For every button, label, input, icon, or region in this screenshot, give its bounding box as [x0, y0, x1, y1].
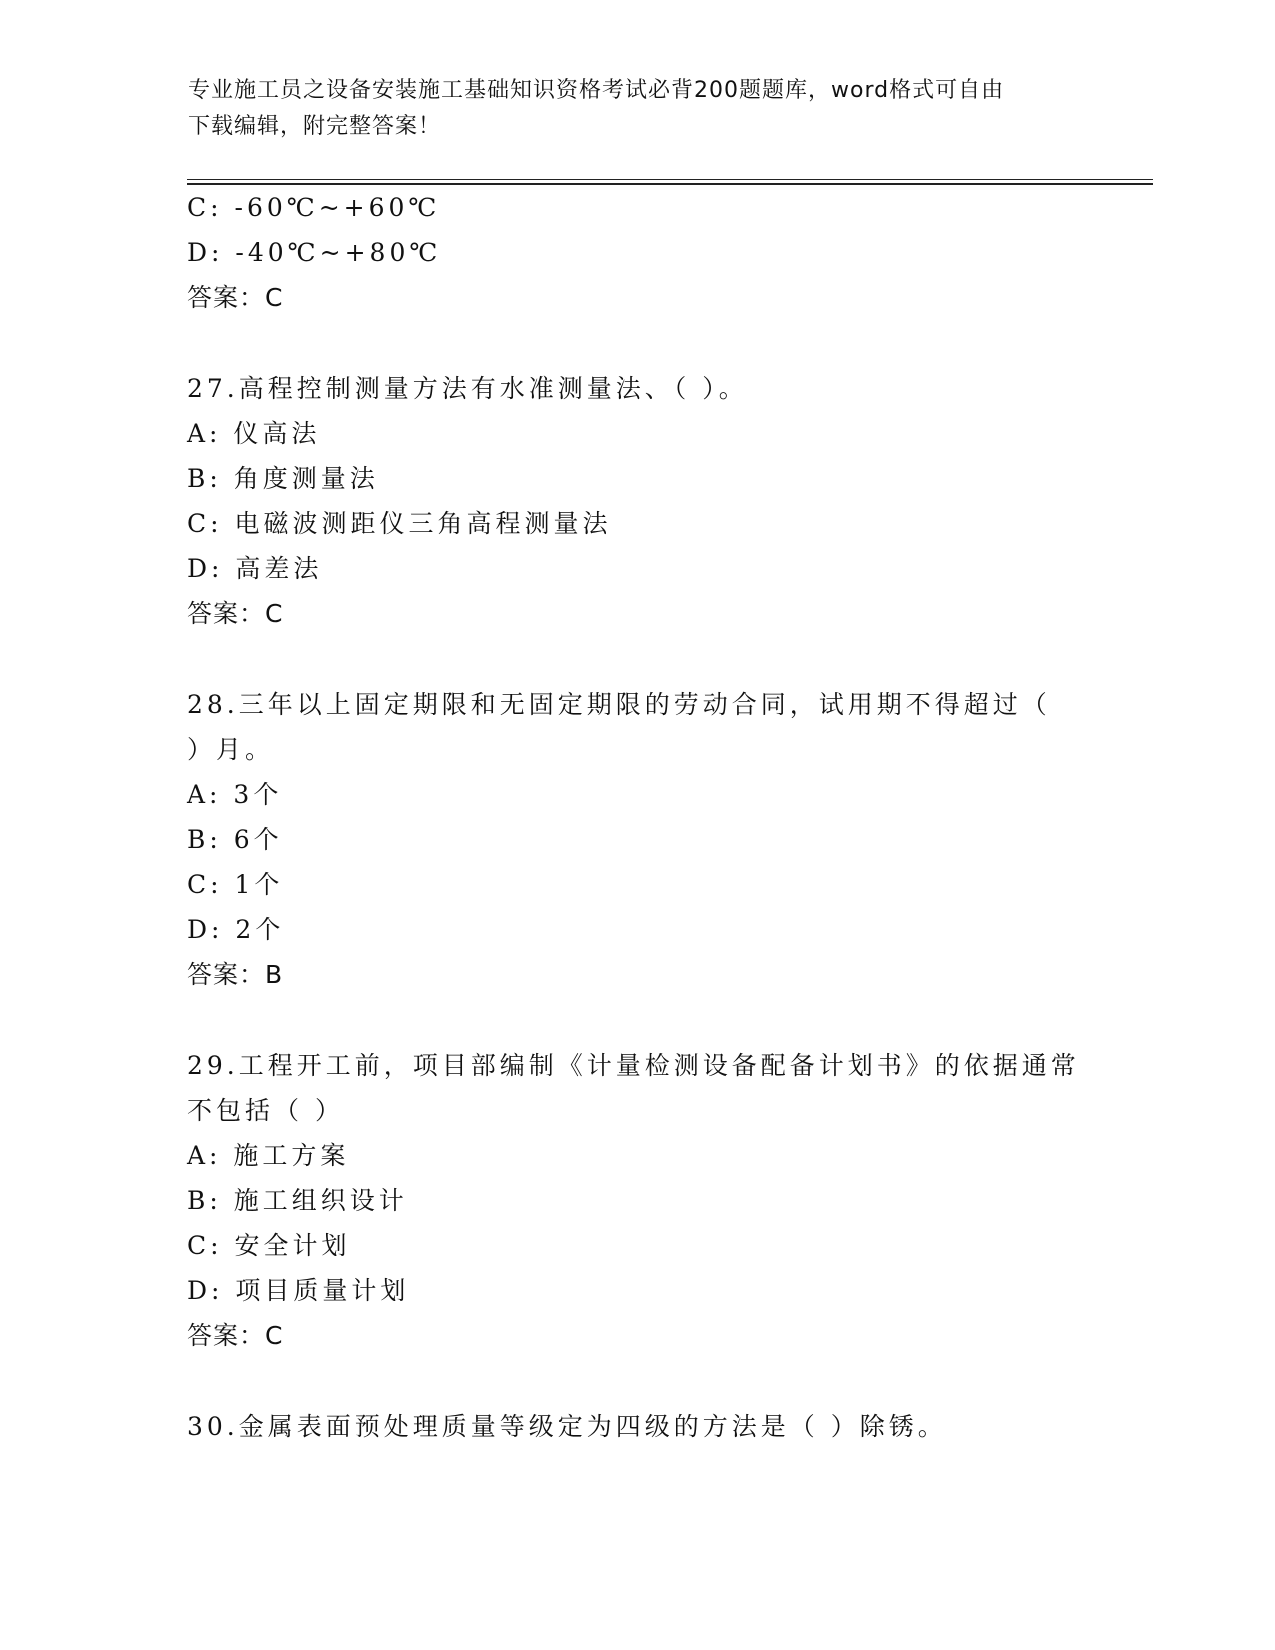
q29-answer: 答案：C	[187, 1321, 284, 1350]
q29-option-c: C: 安全计划	[187, 1231, 351, 1260]
header-divider-thick	[187, 183, 1153, 185]
q27-option-b: B: 角度测量法	[187, 464, 379, 493]
q30-stem: 30.金属表面预处理质量等级定为四级的方法是（ ）除锈。	[187, 1412, 947, 1441]
q29-stem-line-2: 不包括（ ）	[187, 1096, 344, 1125]
q28-option-b: B: 6个	[187, 825, 283, 854]
q29-option-d: D: 项目质量计划	[187, 1276, 410, 1305]
q28-option-a: A: 3个	[187, 780, 283, 809]
q29-option-a: A: 施工方案	[187, 1141, 350, 1170]
header-line-2: 下载编辑，附完整答案！	[188, 114, 442, 139]
header-line-1: 专业施工员之设备安装施工基础知识资格考试必背200题题库，word格式可自由	[188, 78, 1005, 103]
q28-option-c: C: 1个	[187, 870, 284, 899]
q28-stem-line-1: 28.三年以上固定期限和无固定期限的劳动合同，试用期不得超过（	[187, 690, 1051, 719]
q26-answer: 答案：C	[187, 283, 284, 312]
q27-option-c: C: 电磁波测距仪三角高程测量法	[187, 509, 612, 538]
q28-stem-line-2: ）月。	[187, 735, 275, 764]
q27-answer: 答案：C	[187, 599, 284, 628]
q26-option-d: D: -40℃~+80℃	[187, 238, 442, 267]
document-header	[188, 73, 1088, 145]
q29-stem-line-1: 29.工程开工前，项目部编制《计量检测设备配备计划书》的依据通常	[187, 1051, 1080, 1080]
q28-option-d: D: 2个	[187, 915, 285, 944]
q27-stem: 27.高程控制测量方法有水准测量法、（ ）。	[187, 374, 748, 403]
q29-option-b: B: 施工组织设计	[187, 1186, 408, 1215]
q28-answer: 答案：B	[187, 960, 284, 989]
q27-option-d: D: 高差法	[187, 554, 323, 583]
q26-option-c: C: -60℃~+60℃	[187, 193, 441, 222]
header-divider-thin	[187, 179, 1153, 180]
q27-option-a: A: 仪高法	[187, 419, 321, 448]
